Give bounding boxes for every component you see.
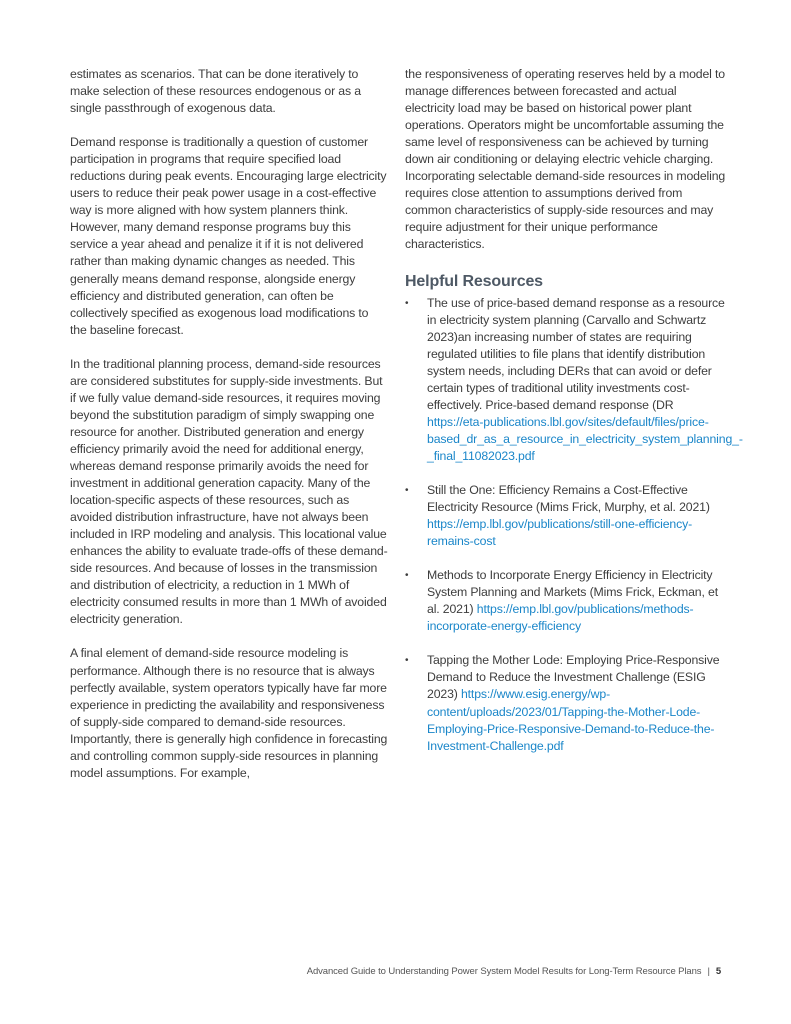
bullet-icon: •: [405, 297, 409, 309]
resource-link[interactable]: https://emp.lbl.gov/publications/still-one-efficiency-remains-cost: [427, 517, 693, 549]
resources-list: [405, 295, 743, 755]
bullet-icon: •: [405, 655, 409, 667]
bullet-icon: •: [405, 484, 409, 496]
resource-text: Tapping the Mother Lode: Employing Price-Responsive Demand to Reduce the Investment Challenge (ESIG 2023): [427, 653, 720, 702]
footer-separator: |: [707, 966, 710, 977]
list-item: [405, 482, 727, 550]
list-item: [405, 652, 727, 754]
page-number: 5: [715, 966, 721, 977]
left-column: [70, 66, 388, 799]
paragraph-performance: A final element of demand-side resource modeling is performance. Although there is no resource that is always perfectly available, system operators typically have far more experience in predicting the availability and responsiveness of supply-side compared to demand-side resources. Importantly, there is generally high confidence in forecasting and controlling common supply-side resources in planning model assumptions. For example,: [70, 646, 388, 780]
resource-text: The use of price-based demand response as a resource in electricity system planning (Carvallo and Schwartz 2023)an increasing number of states are requiring regulated utilities to file plans that identify distribution system needs, including DERs that can avoid or defer certain types of traditional utility investments cost-effectively. Price-based demand response (DR: [427, 295, 725, 412]
paragraph-traditional-planning: In the traditional planning process, demand-side resources are considered substitutes for supply-side investments. But if we fully value demand-side resources, it requires moving beyond the substitution paradigm of simply swapping one resource for another. Distributed generation and energy efficiency primarily avoid the need for additional energy, whereas demand response primarily avoids the need for investment in additional generation capacity. Many of the location-specific aspects of these resources, such as avoided distribution infrastructure, have not always been included in IRP modeling and analysis. This locational value enhances the ability to evaluate trade-offs of these demand-side resources. And because of losses in the transmission and distribution of electricity, a reduction in 1 MWh of electricity consumed results in more than 1 MWh of avoided electricity generation.: [70, 356, 388, 627]
resource-text: Still the One: Efficiency Remains a Cost-Effective Electricity Resource (Mims Frick, Murphy, et al. 2021): [427, 482, 710, 515]
helpful-resources-heading: Helpful Resources: [405, 272, 543, 290]
paragraph-demand-response: Demand response is traditionally a question of customer participation in programs that require specified load reductions during peak events. Encouraging large electricity users to reduce their peak power usage in a cost-effective way is more aligned with how system planners think. However, many demand response programs buy this service a year ahead and penalize it if it is not delivered rather than making dynamic changes as needed. This generally means demand response, alongside energy efficiency and distributed generation, can often be collectively specified as exogenous load modifications to the baseline forecast.: [70, 135, 387, 337]
resource-text: Methods to Incorporate Energy Efficiency in Electricity System Planning and Markets (Mims Frick, Eckman, et al. 2021): [427, 568, 718, 617]
resource-link[interactable]: https://eta-publications.lbl.gov/sites/default/files/price-based_dr_as_a_resource_in_electricity_system_planning_-_final_11082023.pdf: [427, 414, 743, 463]
paragraph-operating-reserves: the responsiveness of operating reserves held by a model to manage differences between forecasted and actual electricity load may be based on historical power plant operations. Operators might be uncomfortable assuming the same level of responsiveness can be achieved by turning down air conditioning or delaying electric vehicle charging. Incorporating selectable demand-side resources in modeling requires close attention to assumptions derived from common characteristics of supply-side resources and may require adjustment for their unique performance characteristics.: [405, 67, 726, 252]
paragraph-scenarios: estimates as scenarios. That can be done iteratively to make selection of these resources endogenous or as a single passthrough of exogenous data.: [70, 67, 361, 116]
list-item: [405, 295, 743, 465]
list-item: [405, 567, 727, 635]
footer-title: Advanced Guide to Understanding Power System Model Results for Long-Term Resource Plans: [306, 966, 702, 977]
right-column: [405, 66, 743, 772]
bullet-icon: •: [405, 570, 409, 582]
page-footer: [307, 966, 721, 977]
resource-link[interactable]: https://www.esig.energy/wp-content/uploads/2023/01/Tapping-the-Mother-Lode-Employing-Price-Responsive-Demand-to-Reduce-the-Investment-Challenge.pdf: [427, 687, 715, 753]
resource-link[interactable]: https://emp.lbl.gov/publications/methods-incorporate-energy-efficiency: [427, 602, 694, 634]
